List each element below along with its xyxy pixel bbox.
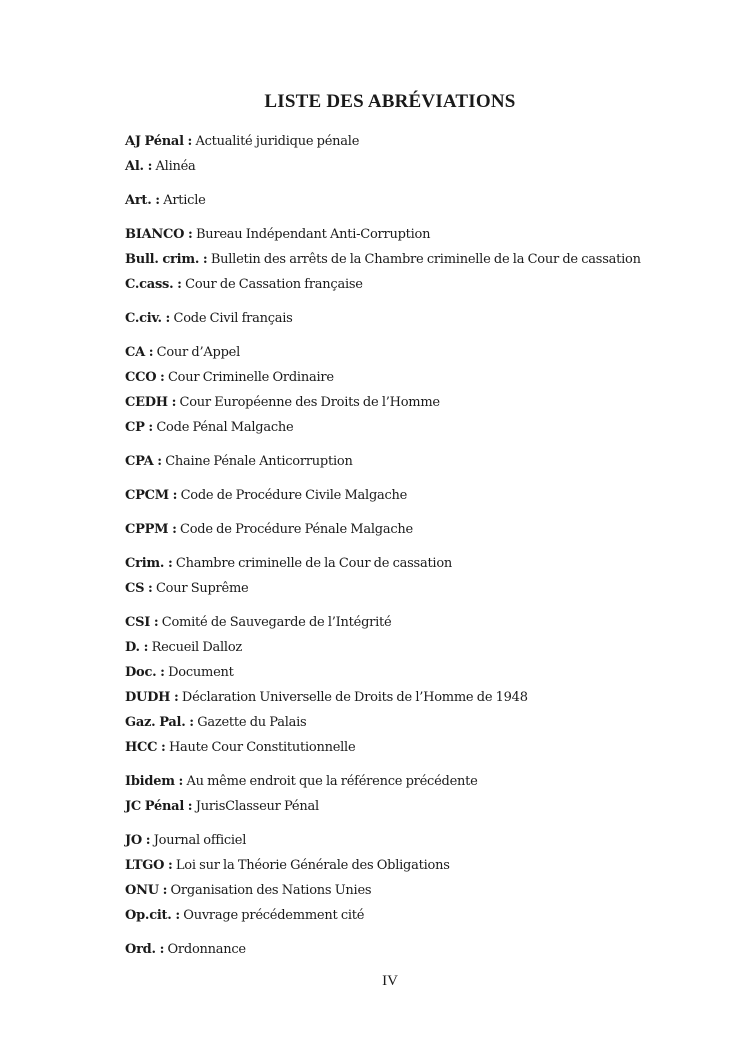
abbreviation: AJ Pénal : — [125, 134, 193, 149]
abbreviation: Bull. crim. : — [125, 252, 208, 267]
abbreviation: CCO : — [125, 370, 165, 385]
abbreviation: Gaz. Pal. : — [125, 715, 194, 730]
abbreviation: Crim. : — [125, 556, 173, 571]
abbreviation: CP : — [125, 420, 153, 435]
list-item — [125, 738, 725, 758]
abbreviation: CEDH : — [125, 395, 177, 410]
abbreviation: CPA : — [125, 454, 162, 469]
abbreviation: JC Pénal : — [125, 799, 193, 814]
list-item — [125, 250, 725, 270]
definition: Comité de Sauvegarde de l’Intégrité — [161, 615, 392, 630]
definition: Code Civil français — [173, 311, 293, 326]
definition: Cour Criminelle Ordinaire — [167, 370, 334, 385]
definition: Alinéa — [155, 159, 196, 174]
definition: Organisation des Nations Unies — [170, 883, 372, 898]
definition: Code de Procédure Pénale Malgache — [180, 522, 413, 537]
list-item — [125, 772, 725, 792]
abbreviation: JO : — [125, 833, 151, 848]
abbreviation: Al. : — [125, 159, 153, 174]
page-title: LISTE DES ABRÉVIATIONS — [264, 91, 516, 112]
definition: Document — [168, 665, 234, 680]
abbreviation: D. : — [125, 640, 149, 655]
definition: Code de Procédure Civile Malgache — [180, 488, 408, 503]
abbreviation: C.cass. : — [125, 277, 182, 292]
list-item — [125, 132, 725, 152]
definition: Actualité juridique pénale — [195, 134, 360, 149]
abbreviation: ONU : — [125, 883, 168, 898]
abbreviation: Ord. : — [125, 942, 165, 957]
definition: Déclaration Universelle de Droits de l’Homme de 1948 — [181, 690, 528, 705]
list-item — [125, 452, 725, 472]
list-item — [125, 713, 725, 733]
list-item — [125, 881, 725, 901]
abbreviation: Art. : — [125, 193, 160, 208]
definition: Chaine Pénale Anticorruption — [165, 454, 353, 469]
definition: Recueil Dalloz — [151, 640, 243, 655]
list-item — [125, 663, 725, 683]
list-item — [125, 831, 725, 851]
list-item — [125, 393, 725, 413]
abbreviation: CPPM : — [125, 522, 177, 537]
definition: Journal officiel — [153, 833, 247, 848]
definition: Cour Européenne des Droits de l’Homme — [179, 395, 440, 410]
abbreviation: CPCM : — [125, 488, 178, 503]
list-item — [125, 940, 725, 960]
definition: Haute Cour Constitutionnelle — [168, 740, 356, 755]
list-item — [125, 554, 725, 574]
abbreviation: Op.cit. : — [125, 908, 180, 923]
list-item — [125, 225, 725, 245]
list-item — [125, 797, 725, 817]
list-item — [125, 486, 725, 506]
list-item — [125, 906, 725, 926]
abbreviation: BIANCO : — [125, 227, 193, 242]
definition: Cour d’Appel — [156, 345, 240, 360]
definition: Cour de Cassation française — [185, 277, 363, 292]
definition: Code Pénal Malgache — [156, 420, 294, 435]
list-item — [125, 856, 725, 876]
abbreviation: DUDH : — [125, 690, 179, 705]
list-item — [125, 418, 725, 438]
definition: Bureau Indépendant Anti-Corruption — [195, 227, 431, 242]
list-item — [125, 275, 725, 295]
definition: Ouvrage précédemment cité — [183, 908, 365, 923]
definition: Loi sur la Théorie Générale des Obligations — [175, 858, 450, 873]
list-item — [125, 343, 725, 363]
definition: Chambre criminelle de la Cour de cassation — [175, 556, 453, 571]
abbreviation: Doc. : — [125, 665, 165, 680]
definition: Bulletin des arrêts de la Chambre criminelle de la Cour de cassation — [210, 252, 641, 267]
list-item — [125, 520, 725, 540]
abbreviation: Ibidem : — [125, 774, 184, 789]
list-item — [125, 157, 725, 177]
page-number: IV — [382, 973, 398, 989]
list-item — [125, 688, 725, 708]
abbreviation: C.civ. : — [125, 311, 171, 326]
definition: Au même endroit que la référence précédente — [186, 774, 478, 789]
abbreviation: HCC : — [125, 740, 166, 755]
definition: Cour Suprême — [155, 581, 249, 596]
abbreviation: LTGO : — [125, 858, 173, 873]
abbreviation-list — [125, 132, 725, 960]
list-item — [125, 368, 725, 388]
abbreviation: CSI : — [125, 615, 159, 630]
abbreviation: CS : — [125, 581, 153, 596]
definition: Article — [163, 193, 206, 208]
list-item — [125, 613, 725, 633]
definition: Gazette du Palais — [197, 715, 307, 730]
list-item — [125, 191, 725, 211]
list-item — [125, 638, 725, 658]
definition: JurisClasseur Pénal — [195, 799, 319, 814]
abbreviation: CA : — [125, 345, 154, 360]
definition: Ordonnance — [167, 942, 246, 957]
list-item — [125, 309, 725, 329]
list-item — [125, 579, 725, 599]
